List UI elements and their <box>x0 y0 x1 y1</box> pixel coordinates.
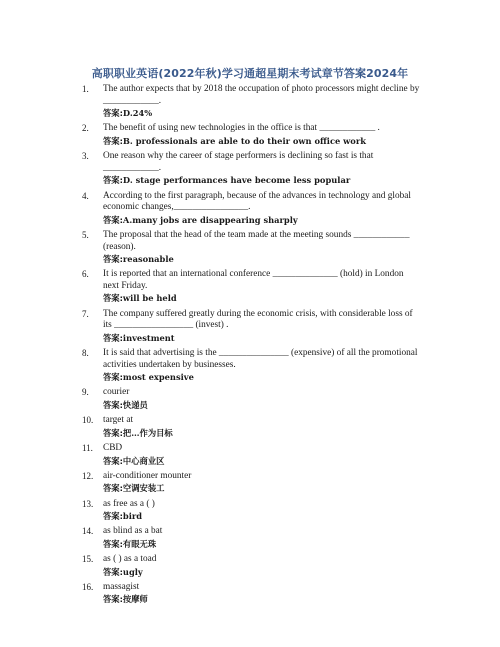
answer-value: investment <box>122 332 175 343</box>
question-text: massagist <box>103 581 140 592</box>
answer-value: most expensive <box>122 372 194 383</box>
answer-value: 把…作为目标 <box>122 427 173 438</box>
question-text: target at <box>103 415 134 426</box>
question-number: 10. <box>82 415 94 426</box>
question-item <box>0 84 500 119</box>
question-item <box>0 415 500 439</box>
question-item <box>0 582 500 606</box>
answer-prefix: 答案: <box>103 427 123 438</box>
answer-prefix: 答案: <box>103 538 123 549</box>
question-item <box>0 443 500 467</box>
question-number: 13. <box>82 498 94 509</box>
answer-prefix: 答案: <box>103 566 123 577</box>
question-text: The company suffered greatly during the economic crisis, with considerable loss of its _________________ (invest) . <box>103 308 413 331</box>
question-text: It is reported that an international conference ______________ (hold) in London next Friday. <box>103 269 404 291</box>
answer-value: reasonable <box>122 254 174 265</box>
question-number: 16. <box>82 581 94 592</box>
question-item <box>0 526 500 550</box>
answer-value: B. professionals are able to do their own office work <box>122 135 366 146</box>
answer-prefix: 答案: <box>103 293 123 304</box>
question-text: as ( ) as a toad <box>103 554 157 565</box>
question-number: 1. <box>82 84 89 94</box>
answer-value: A.many jobs are disappearing sharply <box>122 214 298 225</box>
answer-value: D.24% <box>122 108 153 119</box>
answer-line <box>103 174 421 186</box>
answer-prefix: 答案: <box>103 108 123 119</box>
question-text: as free as a ( ) <box>103 498 155 509</box>
question-item <box>0 123 500 147</box>
answer-prefix: 答案: <box>103 455 123 466</box>
answer-prefix: 答案: <box>103 511 123 522</box>
answer-line <box>103 332 421 344</box>
answer-value: 空调安装工 <box>122 483 165 494</box>
question-number: 3. <box>82 151 89 162</box>
question-item <box>0 269 500 304</box>
question-item <box>0 230 500 265</box>
question-item <box>0 499 500 523</box>
answer-prefix: 答案: <box>103 372 123 383</box>
answer-prefix: 答案: <box>103 175 123 186</box>
answer-prefix: 答案: <box>103 594 123 605</box>
question-number: 4. <box>82 190 89 201</box>
question-number: 6. <box>82 269 89 280</box>
question-number: 9. <box>82 387 89 398</box>
question-text: The benefit of using new technologies in the office is that ____________ . <box>103 123 380 134</box>
answer-line <box>103 538 421 550</box>
question-item <box>0 554 500 578</box>
document-title: 高职职业英语(2022年秋)学习通超星期末考试章节答案2024年 <box>91 67 409 80</box>
question-text: The proposal that the head of the team made at the meeting sounds ____________ (reason). <box>103 229 410 252</box>
answer-line <box>103 371 421 383</box>
answer-line <box>103 107 421 119</box>
answer-prefix: 答案: <box>103 214 123 225</box>
question-item <box>0 309 500 344</box>
answer-line <box>103 399 421 411</box>
answer-prefix: 答案: <box>103 254 123 265</box>
question-item <box>0 387 500 411</box>
question-item <box>0 191 500 226</box>
answer-value: 按摩师 <box>122 594 148 605</box>
answer-line <box>103 455 421 467</box>
question-number: 14. <box>82 526 94 537</box>
answer-line <box>103 135 421 147</box>
answer-prefix: 答案: <box>103 332 123 343</box>
answer-line <box>103 566 421 578</box>
answer-prefix: 答案: <box>103 483 123 494</box>
question-text: courier <box>103 387 130 398</box>
question-text: According to the first paragraph, because of the advances in technology and global economic changes,________________. <box>103 190 411 213</box>
question-item <box>0 471 500 495</box>
answer-prefix: 答案: <box>103 135 123 146</box>
question-number: 2. <box>82 123 89 134</box>
answer-value: ugly <box>122 566 143 577</box>
question-number: 11. <box>82 442 93 453</box>
answer-value: 快递员 <box>122 400 148 410</box>
answer-value: 中心商业区 <box>122 455 165 466</box>
question-number: 12. <box>82 470 94 481</box>
answer-line <box>103 482 421 494</box>
answer-line <box>103 510 421 522</box>
question-text: The author expects that by 2018 the occupation of photo processors might decline by ____________. <box>103 84 420 106</box>
answer-line <box>103 593 421 605</box>
answer-prefix: 答案: <box>103 400 123 410</box>
answer-line <box>103 427 421 439</box>
question-text: CBD <box>103 442 123 453</box>
answer-value: 有眼无珠 <box>122 538 157 549</box>
question-item <box>0 348 500 383</box>
answer-value: D. stage performances have become less popular <box>122 175 351 186</box>
answer-line <box>103 292 421 304</box>
question-number: 5. <box>82 229 89 240</box>
question-text: air-conditioner mounter <box>103 470 192 481</box>
question-item <box>0 151 500 186</box>
answer-value: bird <box>122 511 143 522</box>
question-number: 7. <box>82 308 89 319</box>
question-text: as blind as a bat <box>103 526 163 537</box>
question-list <box>0 84 500 610</box>
answer-line <box>103 253 421 265</box>
answer-value: will be held <box>122 293 177 304</box>
answer-line <box>103 214 421 226</box>
question-text: It is said that advertising is the _______________ (expensive) of all the promotional activities undertaken by businesses. <box>103 348 418 370</box>
question-number: 8. <box>82 348 89 359</box>
question-number: 15. <box>82 554 94 565</box>
question-text: One reason why the career of stage performers is declining so fast is that ____________. <box>103 151 374 173</box>
